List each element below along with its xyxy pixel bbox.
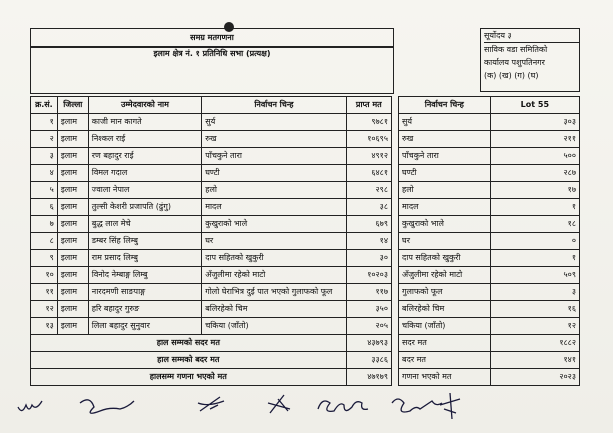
row-district: इलाम bbox=[57, 250, 88, 267]
row-votes: १०२०३ bbox=[346, 267, 391, 284]
signature-3 bbox=[198, 397, 224, 411]
row-symbol: घर bbox=[202, 233, 346, 250]
row-candidate: काजी मान कागते bbox=[88, 114, 201, 131]
row-candidate: ज्वाला नेपाल bbox=[88, 182, 201, 199]
col-header-candidate: उम्मेदवारको नाम bbox=[88, 97, 201, 114]
ward-row-symbol: सुर्य bbox=[399, 114, 491, 131]
side-header-line-2: साविक वडा समितिको bbox=[484, 45, 548, 54]
row-symbol: हलो bbox=[202, 182, 346, 199]
row-sn: १३ bbox=[31, 318, 58, 335]
row-district: इलाम bbox=[57, 182, 88, 199]
col-header-symbol: निर्वाचन चिन्ह bbox=[202, 97, 346, 114]
row-candidate: बुद्ध लाल मेचे bbox=[88, 216, 201, 233]
ward-row-symbol: घण्टी bbox=[399, 165, 491, 182]
signature-4 bbox=[268, 395, 290, 413]
table-row bbox=[31, 148, 392, 165]
table-row bbox=[31, 301, 392, 318]
row-votes: ११७ bbox=[346, 284, 391, 301]
ward-total-counted-value: २०२३ bbox=[490, 369, 579, 386]
ward-row-symbol: मादल bbox=[399, 199, 491, 216]
row-votes: ३० bbox=[346, 250, 391, 267]
ward-row-votes: १६ bbox=[490, 301, 579, 318]
row-symbol: गोलो घेराभित्र दुई पात भएको गुलाफको फूल bbox=[202, 284, 346, 301]
row-district: इलाम bbox=[57, 301, 88, 318]
ward-col-lot: Lot 55 bbox=[490, 97, 579, 114]
ward-row bbox=[399, 148, 580, 165]
row-district: इलाम bbox=[57, 148, 88, 165]
ward-row bbox=[399, 199, 580, 216]
row-votes: ६४८१ bbox=[346, 165, 391, 182]
table-row bbox=[31, 250, 392, 267]
ward-total-valid-label: सदर मत bbox=[399, 335, 491, 352]
side-header bbox=[480, 28, 580, 92]
side-header-line-3: कार्यालय पशुपतिनगर bbox=[484, 58, 545, 67]
ward-row bbox=[399, 318, 580, 335]
side-header-line-1: सूर्योदय ३ bbox=[484, 29, 579, 43]
ward-row-votes: १८ bbox=[490, 216, 579, 233]
total-invalid-label: हाल सम्मको बदर मत bbox=[31, 352, 347, 369]
total-invalid-row bbox=[31, 352, 392, 369]
row-sn: ८ bbox=[31, 233, 58, 250]
ward-row-votes: १ bbox=[490, 199, 579, 216]
ward-row-votes: ५०० bbox=[490, 148, 579, 165]
row-district: इलाम bbox=[57, 233, 88, 250]
ward-row-symbol: अँजुलीमा रहेको माटो bbox=[399, 267, 491, 284]
row-district: इलाम bbox=[57, 318, 88, 335]
row-votes: ३८ bbox=[346, 199, 391, 216]
signature-5 bbox=[318, 401, 368, 411]
row-district: इलाम bbox=[57, 216, 88, 233]
ward-row-votes: ५०९ bbox=[490, 267, 579, 284]
table-row bbox=[31, 233, 392, 250]
row-votes: ३५० bbox=[346, 301, 391, 318]
ward-row-votes: २८७ bbox=[490, 165, 579, 182]
table-row bbox=[31, 182, 392, 199]
ward-row-symbol: दाप सहितको खुकुरी bbox=[399, 250, 491, 267]
row-candidate: नारदमणी साङपाङ्ग bbox=[88, 284, 201, 301]
row-votes: २०५ bbox=[346, 318, 391, 335]
ward-row-symbol: रुख bbox=[399, 131, 491, 148]
row-sn: ६ bbox=[31, 199, 58, 216]
row-symbol: पाँचकुने तारा bbox=[202, 148, 346, 165]
side-header-line-4: (क) (ख) (ग) (घ) bbox=[484, 71, 539, 80]
ward-row bbox=[399, 250, 580, 267]
total-counted-label: हालसम्म गणना भएको मत bbox=[31, 369, 347, 386]
row-votes: १०६९५ bbox=[346, 131, 391, 148]
ward-row-votes: ३ bbox=[490, 284, 579, 301]
row-district: इलाम bbox=[57, 165, 88, 182]
ward-row-votes: १७ bbox=[490, 182, 579, 199]
ward-row-symbol: पाँचकुने तारा bbox=[399, 148, 491, 165]
row-district: इलाम bbox=[57, 199, 88, 216]
total-counted-row bbox=[31, 369, 392, 386]
row-sn: ३ bbox=[31, 148, 58, 165]
row-district: इलाम bbox=[57, 114, 88, 131]
row-candidate: राम प्रसाद लिम्बु bbox=[88, 250, 201, 267]
candidate-table bbox=[30, 96, 392, 386]
row-sn: ७ bbox=[31, 216, 58, 233]
ward-row bbox=[399, 233, 580, 250]
ward-row-votes: ३०३ bbox=[490, 114, 579, 131]
table-row bbox=[31, 131, 392, 148]
row-sn: ५ bbox=[31, 182, 58, 199]
ward-row-symbol: घर bbox=[399, 233, 491, 250]
ward-table bbox=[398, 96, 580, 386]
row-candidate: रण बहादुर राई bbox=[88, 148, 201, 165]
row-symbol: मादल bbox=[202, 199, 346, 216]
ward-col-symbol: निर्वाचन चिन्ह bbox=[399, 97, 491, 114]
ward-total-valid-row bbox=[399, 335, 580, 352]
row-sn: ११ bbox=[31, 284, 58, 301]
row-votes: २९८ bbox=[346, 182, 391, 199]
table-header-row bbox=[31, 97, 392, 114]
table-row bbox=[31, 114, 392, 131]
ward-row-votes: २११ bbox=[490, 131, 579, 148]
col-header-district: जिल्ला bbox=[57, 97, 88, 114]
ward-row bbox=[399, 182, 580, 199]
ward-total-valid-value: १८८२ bbox=[490, 335, 579, 352]
ward-row bbox=[399, 165, 580, 182]
row-symbol: घण्टी bbox=[202, 165, 346, 182]
row-sn: १ bbox=[31, 114, 58, 131]
signatures bbox=[0, 393, 613, 433]
row-symbol: रुख bbox=[202, 131, 346, 148]
row-candidate: डम्बर सिंह लिम्बु bbox=[88, 233, 201, 250]
signature-1 bbox=[18, 401, 42, 411]
row-district: इलाम bbox=[57, 267, 88, 284]
row-symbol: कुखुराको भाले bbox=[202, 216, 346, 233]
ward-row-symbol: गुलाफको फूल bbox=[399, 284, 491, 301]
ward-row bbox=[399, 284, 580, 301]
row-symbol: चकिया (जाँतो) bbox=[202, 318, 346, 335]
total-counted-value: ४७१७९ bbox=[346, 369, 391, 386]
row-sn: ९ bbox=[31, 250, 58, 267]
table-row bbox=[31, 284, 392, 301]
ward-row bbox=[399, 216, 580, 233]
ward-row bbox=[399, 114, 580, 131]
row-candidate: विमल गदाल bbox=[88, 165, 201, 182]
row-symbol: दाप सहितको खुकुरी bbox=[202, 250, 346, 267]
ward-row bbox=[399, 267, 580, 284]
row-sn: १० bbox=[31, 267, 58, 284]
ward-total-invalid-row bbox=[399, 352, 580, 369]
ward-row bbox=[399, 131, 580, 148]
table-row bbox=[31, 318, 392, 335]
signature-2 bbox=[80, 400, 134, 413]
col-header-sn: क्र.सं. bbox=[31, 97, 58, 114]
row-votes: १४ bbox=[346, 233, 391, 250]
ward-row-symbol: कुखुराको भाले bbox=[399, 216, 491, 233]
row-votes: ९७८१ bbox=[346, 114, 391, 131]
row-sn: १२ bbox=[31, 301, 58, 318]
signature-7 bbox=[440, 393, 460, 419]
total-valid-value: ४३७९३ bbox=[346, 335, 391, 352]
row-votes: ६७९ bbox=[346, 216, 391, 233]
table-row bbox=[31, 216, 392, 233]
ward-row bbox=[399, 301, 580, 318]
ward-total-invalid-label: बदर मत bbox=[399, 352, 491, 369]
ward-header-row bbox=[399, 97, 580, 114]
table-row bbox=[31, 165, 392, 182]
row-symbol: सुर्य bbox=[202, 114, 346, 131]
row-sn: २ bbox=[31, 131, 58, 148]
row-candidate: हरि बहादुर गुरुङ bbox=[88, 301, 201, 318]
col-header-votes: प्राप्त मत bbox=[346, 97, 391, 114]
ward-row-symbol: चकिया (जाँतो) bbox=[399, 318, 491, 335]
row-candidate: निश्कल राई bbox=[88, 131, 201, 148]
document-subtitle: इलाम क्षेत्र नं. १ प्रतिनिधि सभा (प्रत्यक्ष) bbox=[30, 46, 394, 94]
ward-total-invalid-value: १४१ bbox=[490, 352, 579, 369]
document-title: समग्र मतगणना bbox=[30, 28, 394, 48]
row-sn: ४ bbox=[31, 165, 58, 182]
ward-row-votes: ० bbox=[490, 233, 579, 250]
ward-total-counted-label: गणना भएको मत bbox=[399, 369, 491, 386]
ward-total-counted-row bbox=[399, 369, 580, 386]
total-invalid-value: ३३८६ bbox=[346, 352, 391, 369]
row-candidate: लिला बहादुर सुनुवार bbox=[88, 318, 201, 335]
ward-row-symbol: बलिरहेको चिम bbox=[399, 301, 491, 318]
ward-row-votes: १ bbox=[490, 250, 579, 267]
row-district: इलाम bbox=[57, 284, 88, 301]
total-valid-row bbox=[31, 335, 392, 352]
total-valid-label: हाल सम्मको सदर मत bbox=[31, 335, 347, 352]
table-row bbox=[31, 199, 392, 216]
row-candidate: तुल्सी केशरी प्रजापति (ढुंगु) bbox=[88, 199, 201, 216]
row-symbol: बलिरहेको चिम bbox=[202, 301, 346, 318]
signature-6 bbox=[392, 399, 442, 412]
ward-row-symbol: हलो bbox=[399, 182, 491, 199]
row-district: इलाम bbox=[57, 131, 88, 148]
row-symbol: अँजुलीमा रहेको माटो bbox=[202, 267, 346, 284]
row-candidate: विनोद नेम्बाङ्ग लिम्बु bbox=[88, 267, 201, 284]
table-row bbox=[31, 267, 392, 284]
ward-row-votes: १२ bbox=[490, 318, 579, 335]
row-votes: ४९१२ bbox=[346, 148, 391, 165]
